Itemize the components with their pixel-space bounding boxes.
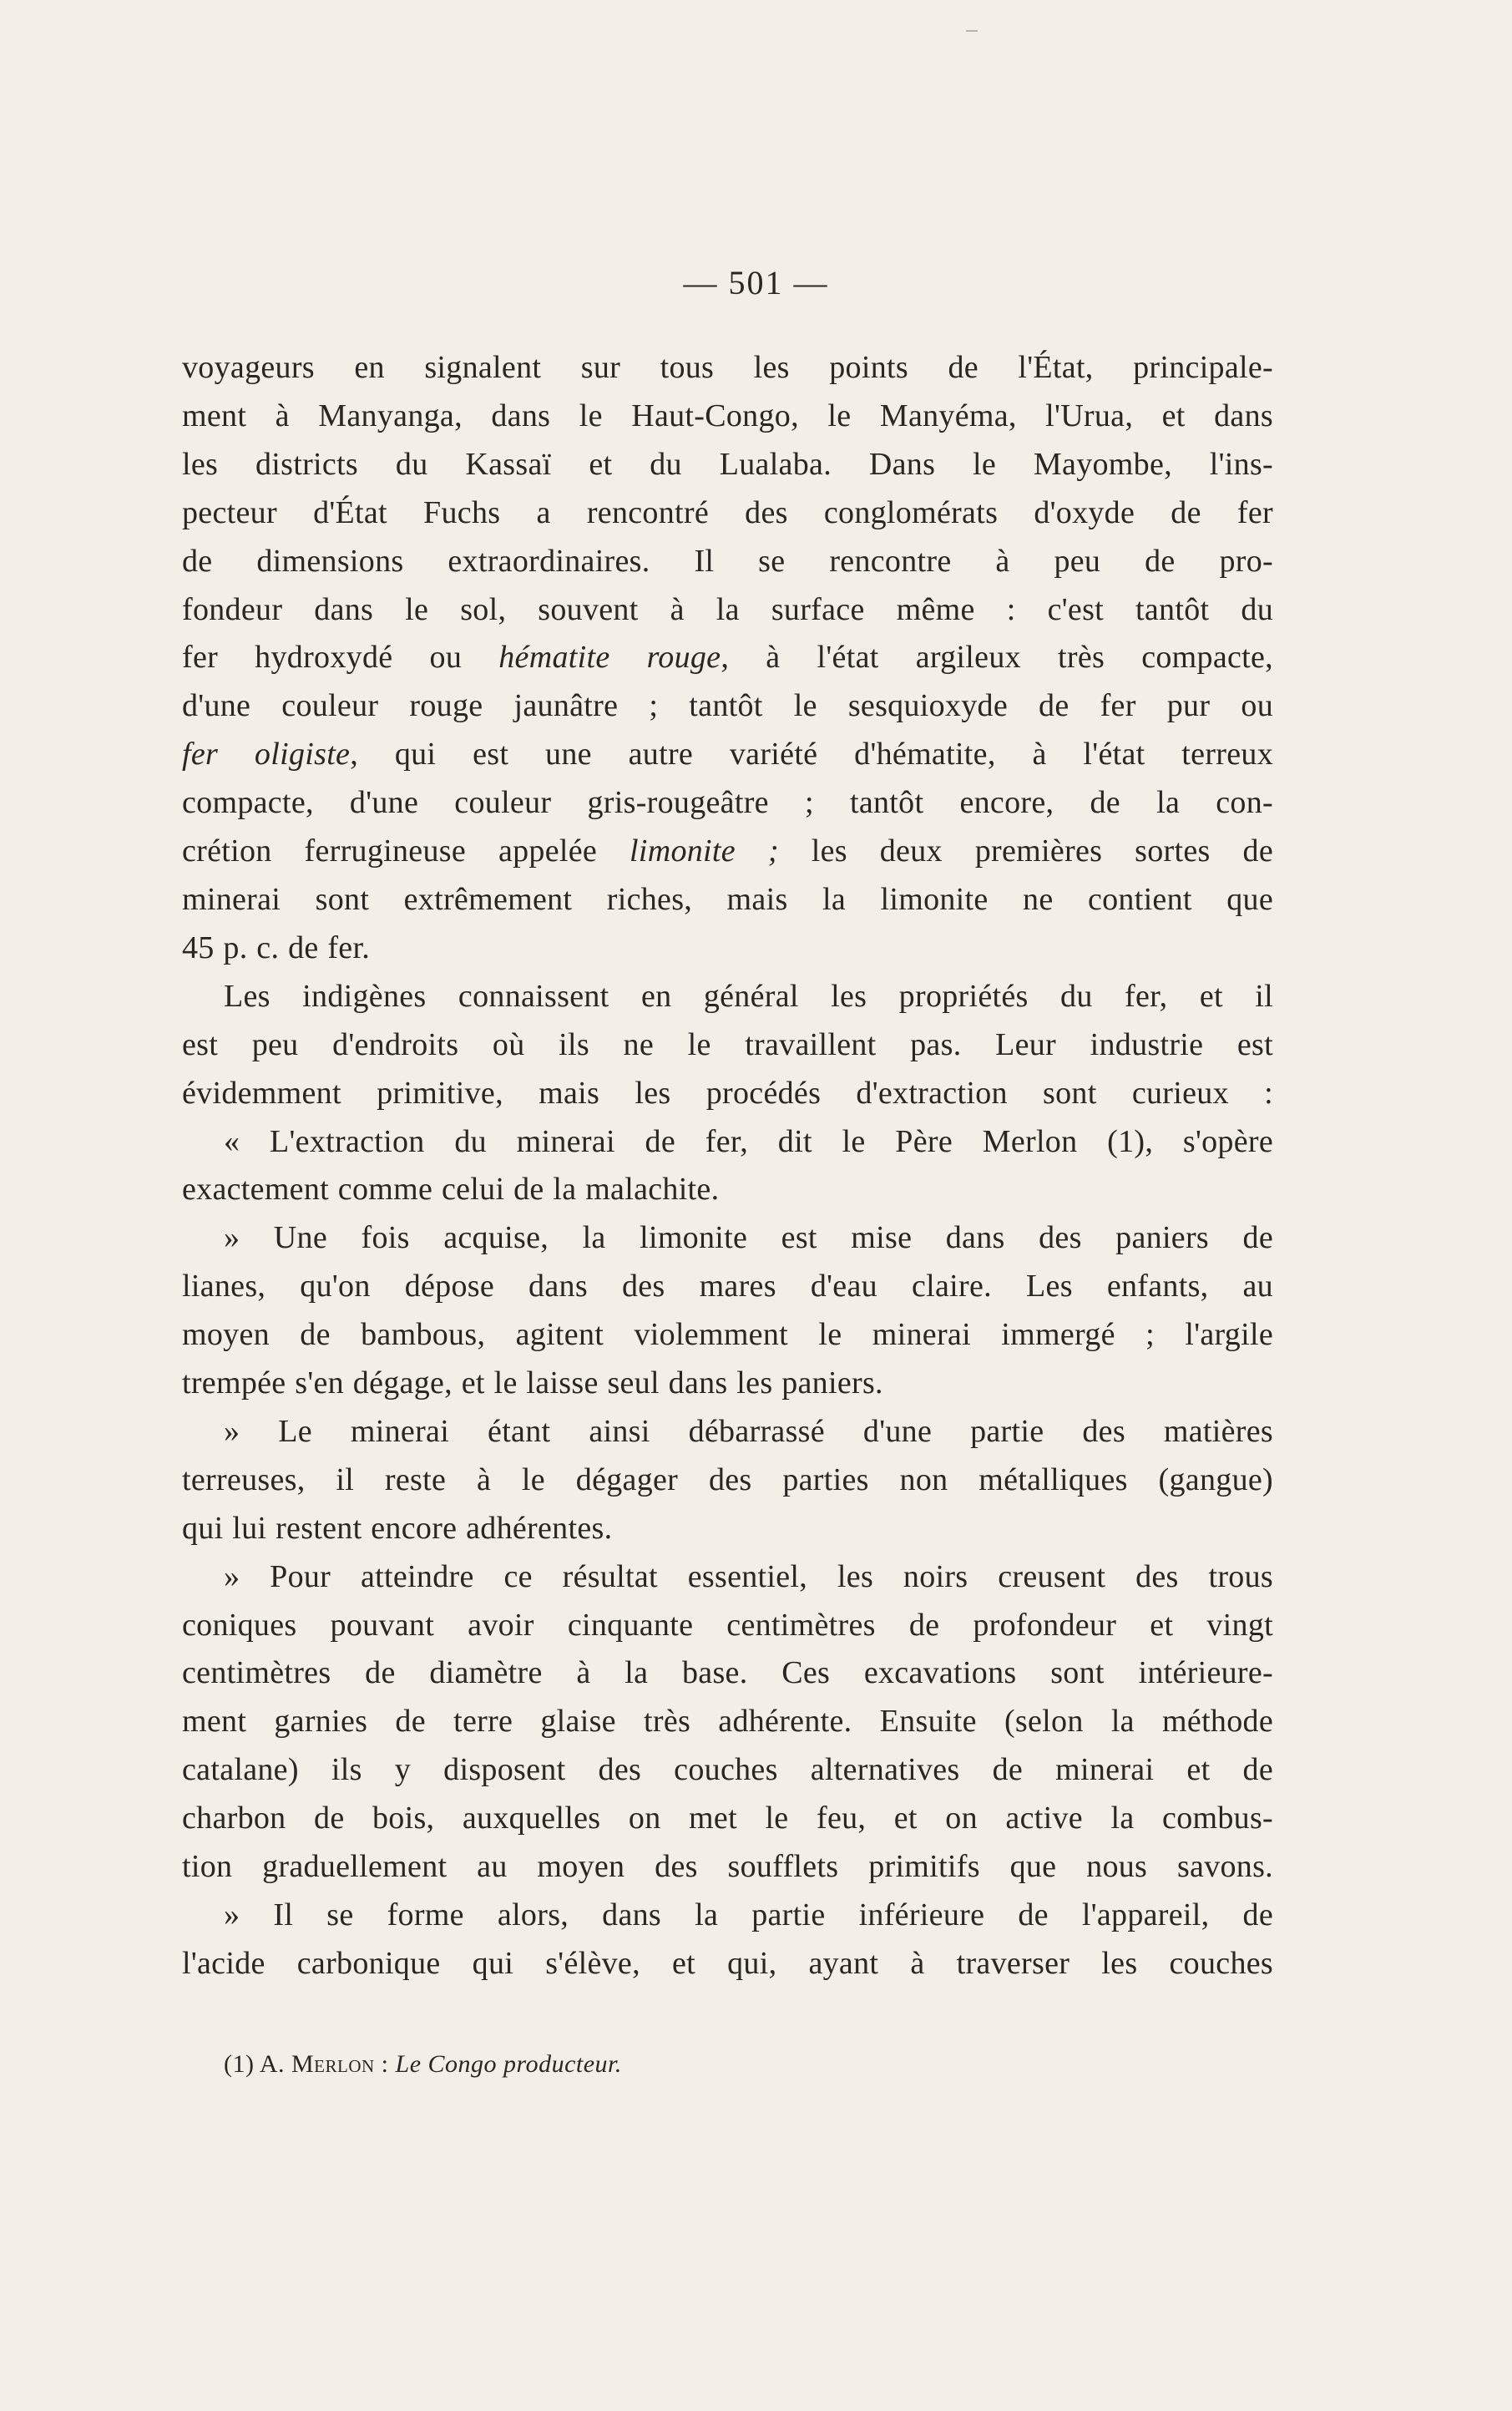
text-run: , à l'état argileux très compacte, — [721, 640, 1273, 676]
text-line — [182, 634, 1273, 682]
text-line: terreuses, il reste à le dégager des parties non métalliques (gangue) — [182, 1461, 1273, 1497]
text-run: les deux premières sortes de — [778, 833, 1273, 869]
scan-mark — [966, 30, 978, 32]
page-number: — 501 — — [683, 264, 829, 301]
text-line: » Il se forme alors, dans la partie inférieure de l'appareil, de — [224, 1897, 1273, 1932]
footnote-marker: (1) A. — [224, 2050, 291, 2078]
text-line: voyageurs en signalent sur tous les points de l'État, principale- — [182, 350, 1273, 385]
text-line: » Une fois acquise, la limonite est mise dans des paniers de — [224, 1220, 1273, 1256]
footnote-separator: : — [374, 2050, 396, 2078]
text-line: » Le minerai étant ainsi débarrassé d'une partie des matières — [224, 1413, 1273, 1449]
text-run: , qui est une autre variété d'hématite, à l'état terreux — [350, 737, 1273, 772]
text-line: est peu d'endroits où ils ne le travaillent pas. Leur industrie est — [182, 1026, 1273, 1062]
text-line: lianes, qu'on dépose dans des mares d'eau claire. Les enfants, au — [182, 1269, 1273, 1304]
italic-term: hématite rouge — [498, 640, 721, 676]
text-line: qui lui restent encore adhérentes. — [182, 1510, 613, 1546]
text-line: ment garnies de terre glaise très adhérente. Ensuite (selon la méthode — [182, 1704, 1273, 1740]
text-line: Les indigènes connaissent en général les propriétés du fer, et il — [224, 978, 1273, 1014]
text-line: catalane) ils y disposent des couches alternatives de minerai et de — [182, 1752, 1273, 1788]
italic-term: limonite ; — [629, 833, 779, 869]
footnote-author: Merlon — [291, 2050, 375, 2078]
footnote — [224, 2050, 622, 2079]
text-line: minerai sont extrêmement riches, mais la limonite ne contient que — [182, 881, 1273, 917]
text-line: pecteur d'État Fuchs a rencontré des conglomérats d'oxyde de fer — [182, 494, 1273, 530]
text-run: fer hydroxydé ou — [182, 640, 499, 676]
text-line: coniques pouvant avoir cinquante centimètres de profondeur et vingt — [182, 1607, 1273, 1643]
text-line — [182, 731, 1273, 779]
text-line: centimètres de diamètre à la base. Ces excavations sont intérieure- — [182, 1655, 1273, 1691]
text-line: d'une couleur rouge jaunâtre ; tantôt le sesquioxyde de fer pur ou — [182, 688, 1273, 724]
text-line: exactement comme celui de la malachite. — [182, 1172, 720, 1208]
text-line: de dimensions extraordinaires. Il se rencontre à peu de pro- — [182, 543, 1273, 579]
text-line: l'acide carbonique qui s'élève, et qui, ayant à traverser les couches — [182, 1945, 1273, 1981]
text-line: évidemment primitive, mais les procédés d'extraction sont curieux : — [182, 1075, 1273, 1111]
text-line: moyen de bambous, agitent violemment le minerai immergé ; l'argile — [182, 1317, 1273, 1353]
text-line: tion graduellement au moyen des soufflets primitifs que nous savons. — [182, 1849, 1273, 1885]
text-line: compacte, d'une couleur gris-rougeâtre ; tantôt encore, de la con- — [182, 785, 1273, 821]
text-line: trempée s'en dégage, et le laisse seul dans les paniers. — [182, 1365, 883, 1401]
text-line: les districts du Kassaï et du Lualaba. Dans le Mayombe, l'ins- — [182, 446, 1273, 482]
text-line: 45 p. c. de fer. — [182, 929, 371, 965]
footnote-title: Le Congo producteur. — [395, 2050, 622, 2078]
text-line — [182, 828, 1273, 876]
text-run: crétion ferrugineuse appelée — [182, 833, 630, 869]
text-line: » Pour atteindre ce résultat essentiel, les noirs creusent des trous — [224, 1558, 1273, 1594]
text-line: « L'extraction du minerai de fer, dit le Père Merlon (1), s'opère — [224, 1123, 1273, 1159]
body-text — [182, 344, 1273, 1988]
italic-term: fer oligiste — [182, 737, 351, 772]
text-line: fondeur dans le sol, souvent à la surface même : c'est tantôt du — [182, 591, 1273, 627]
text-line: charbon de bois, auxquelles on met le feu, et on active la combus- — [182, 1801, 1273, 1836]
text-line: ment à Manyanga, dans le Haut-Congo, le Manyéma, l'Urua, et dans — [182, 398, 1273, 433]
